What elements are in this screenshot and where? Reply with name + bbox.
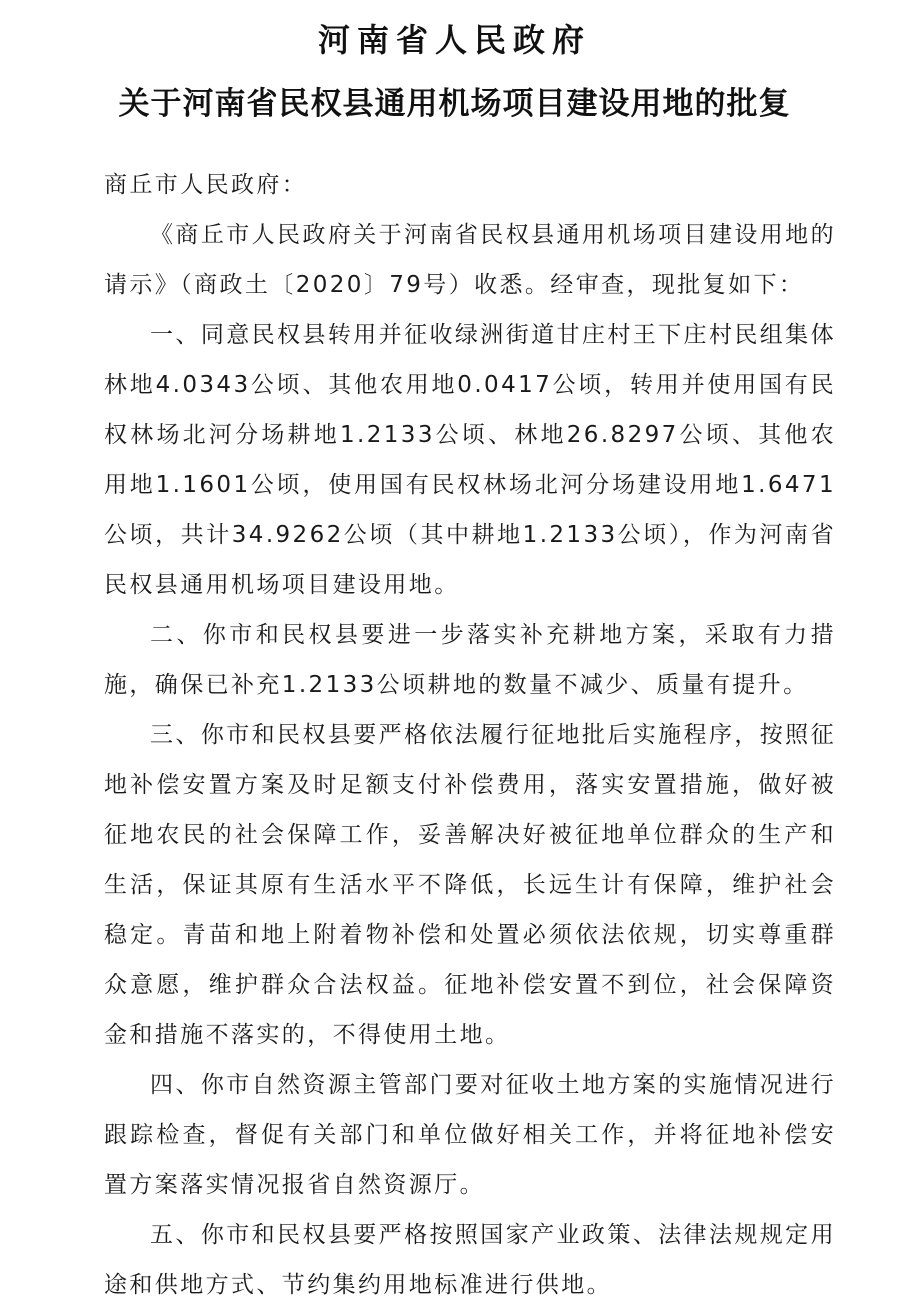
paragraph-intro: 《商丘市人民政府关于河南省民权县通用机场项目建设用地的请示》（商政土〔2020〕79号）收悉。经审查，现批复如下： [104,222,836,298]
document-title: 关于河南省民权县通用机场项目建设用地的批复 [118,86,791,122]
document-body [104,160,836,1310]
paragraph-item-3: 三、你市和民权县要严格依法履行征地批后实施程序，按照征地补偿安置方案及时足额支付补偿费用，落实安置措施，做好被征地农民的社会保障工作，妥善解决好被征地单位群众的生产和生活，保证其原有生活水平不降低，长远生计有保障，维护社会稳定。青苗和地上附着物补偿和处置必须依法依规，切实尊重群众意愿，维护群众合法权益。征地补偿安置不到位，社会保障资金和措施不落实的，不得使用土地。 [104,722,836,1048]
paragraph-item-5: 五、你市和民权县要严格按照国家产业政策、法律法规规定用途和供地方式、节约集约用地标准进行供地。 [104,1222,836,1298]
salutation: 商丘市人民政府： [104,172,308,198]
issuer-title: 河南省人民政府 [317,21,591,59]
paragraph-item-2: 二、你市和民权县要进一步落实补充耕地方案，采取有力措施，确保已补充1.2133公顷耕地的数量不减少、质量有提升。 [104,622,836,698]
paragraph-item-1: 一、同意民权县转用并征收绿洲街道甘庄村王下庄村民组集体林地4.0343公顷、其他农用地0.0417公顷，转用并使用国有民权林场北河分场耕地1.2133公顷、林地26.8297公顷、其他农用地1.1601公顷，使用国有民权林场北河分场建设用地1.6471公顷，共计34.9262公顷（其中耕地1.2133公顷），作为河南省民权县通用机场项目建设用地。 [104,322,836,598]
paragraph-item-4: 四、你市自然资源主管部门要对征收土地方案的实施情况进行跟踪检查，督促有关部门和单位做好相关工作，并将征地补偿安置方案落实情况报省自然资源厅。 [104,1072,836,1198]
